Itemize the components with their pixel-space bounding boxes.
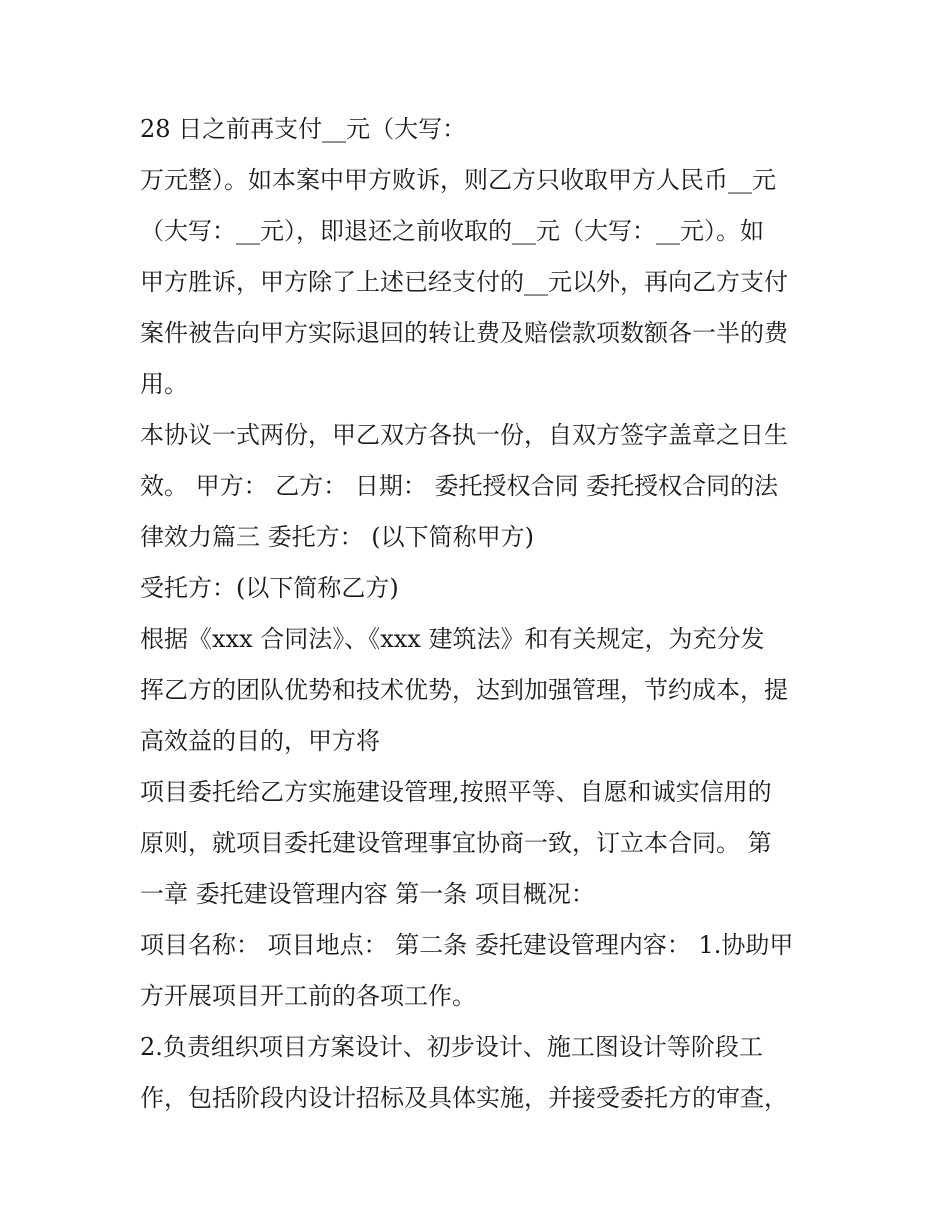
- text-line: 高效益的目的，甲方将: [140, 727, 380, 755]
- text-line: 根据《xxx 合同法》、《xxx 建筑法》和有关规定，为充分发: [140, 625, 765, 653]
- text-line: 28 日之前再支付__元（大写：: [140, 115, 467, 143]
- text-line: 方开展项目开工前的各项工作。: [140, 982, 476, 1010]
- document-body: [140, 104, 820, 1124]
- text-line: 作，包括阶段内设计招标及具体实施，并接受委托方的审查，: [140, 1084, 788, 1112]
- text-line: 甲方胜诉，甲方除了上述已经支付的__元以外，再向乙方支付: [140, 268, 788, 296]
- text-line: 效。 甲方： 乙方： 日期： 委托授权合同 委托授权合同的法: [140, 472, 779, 500]
- text-line: 2.负责组织项目方案设计、初步设计、施工图设计等阶段工: [140, 1033, 763, 1061]
- text-line: 案件被告向甲方实际退回的转让费及赔偿款项数额各一半的费: [140, 319, 788, 347]
- text-line: 律效力篇三 委托方： (以下简称甲方): [140, 523, 534, 551]
- text-line: 用。: [140, 370, 188, 398]
- text-line: 原则，就项目委托建设管理事宜协商一致，订立本合同。 第: [140, 829, 772, 857]
- text-line: （大写：__元），即退还之前收取的__元（大写：__元）。如: [140, 217, 764, 245]
- text-line: 挥乙方的团队优势和技术优势，达到加强管理，节约成本，提: [140, 676, 788, 704]
- text-line: 一章 委托建设管理内容 第一条 项目概况：: [140, 880, 595, 908]
- text-line: 项目委托给乙方实施建设管理,按照平等、自愿和诚实信用的: [140, 778, 772, 806]
- text-line: 项目名称： 项目地点： 第二条 委托建设管理内容： 1.协助甲: [140, 931, 794, 959]
- text-line: 万元整）。如本案中甲方败诉，则乙方只收取甲方人民币__元: [140, 166, 776, 194]
- text-line: 本协议一式两份，甲乙双方各执一份，自双方签字盖章之日生: [140, 421, 788, 449]
- text-line: 受托方：(以下简称乙方): [140, 574, 399, 602]
